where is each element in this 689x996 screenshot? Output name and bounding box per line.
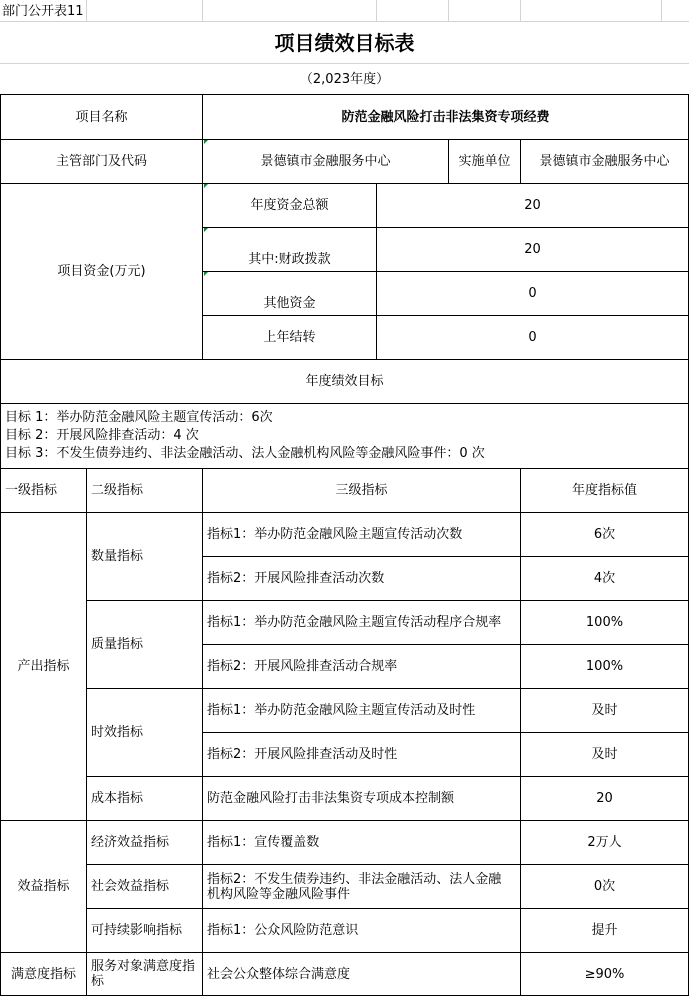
l2-quantity: 数量指标	[87, 512, 203, 600]
indicator-name: 指标1：举办防范金融风险主题宣传活动次数	[203, 512, 521, 556]
group-output: 产出指标	[0, 512, 87, 820]
year-label: （2,023年度）	[299, 71, 390, 87]
fund-other-label: 其他资金	[203, 271, 377, 315]
l2-service: 服务对象满意度指标	[87, 952, 203, 996]
impl-unit-label: 实施单位	[449, 139, 521, 183]
indicator-value: ≥90%	[521, 952, 689, 996]
header-level1: 一级指标	[0, 468, 87, 512]
group-satisfaction: 满意度指标	[0, 952, 87, 996]
group-benefit: 效益指标	[0, 820, 87, 952]
l2-timeliness: 时效指标	[87, 688, 203, 776]
indicator-name: 指标1：公众风险防范意识	[203, 908, 521, 952]
indicator-name: 社会公众整体综合满意度	[203, 952, 521, 996]
fund-carryover-value: 0	[377, 315, 689, 359]
project-name-value: 防范金融风险打击非法集资专项经费	[203, 94, 689, 139]
cell-marker	[204, 184, 208, 188]
indicator-name: 指标1：举办防范金融风险主题宣传活动程序合规率	[203, 600, 521, 644]
dept-label: 主管部门及代码	[0, 139, 203, 183]
dept-value: 景德镇市金融服务中心	[203, 139, 449, 183]
cell-marker	[204, 272, 208, 276]
fund-carryover-label: 上年结转	[203, 315, 377, 359]
indicator-name: 指标1：宣传覆盖数	[203, 820, 521, 864]
indicator-name: 指标1：举办防范金融风险主题宣传活动及时性	[203, 688, 521, 732]
indicator-value: 6次	[521, 512, 689, 556]
goals-list	[0, 403, 689, 468]
goal-item: 目标 2：开展风险排查活动：4 次	[5, 428, 199, 443]
project-name-label: 项目名称	[0, 94, 203, 139]
indicator-value: 4次	[521, 556, 689, 600]
indicator-name: 指标2：开展风险排查活动及时性	[203, 732, 521, 776]
fund-other-value: 0	[377, 271, 689, 315]
indicator-name: 指标2：开展风险排查活动合规率	[203, 644, 521, 688]
indicator-value: 0次	[521, 864, 689, 908]
impl-unit-value: 景德镇市金融服务中心	[521, 139, 689, 183]
l2-sustain: 可持续影响指标	[87, 908, 203, 952]
page-title: 项目绩效目标表	[274, 30, 415, 55]
funds-label: 项目资金(万元)	[0, 183, 203, 359]
indicator-value: 及时	[521, 688, 689, 732]
indicator-name: 指标2：不发生债券违约、非法金融活动、法人金融机构风险等金融风险事件	[203, 864, 521, 908]
indicator-value: 2万人	[521, 820, 689, 864]
cell-marker	[204, 140, 208, 144]
goal-item: 目标 1：举办防范金融风险主题宣传活动：6次	[5, 410, 273, 425]
indicator-name: 指标2：开展风险排查活动次数	[203, 556, 521, 600]
indicator-value: 20	[521, 776, 689, 820]
header-level2: 二级指标	[87, 468, 203, 512]
l2-economic: 经济效益指标	[87, 820, 203, 864]
fund-total-label: 年度资金总额	[203, 183, 377, 227]
goal-item: 目标 3：不发生债券违约、非法金融活动、法人金融机构风险等金融风险事件：0 次	[5, 446, 485, 461]
indicator-value: 及时	[521, 732, 689, 776]
fund-total-value: 20	[377, 183, 689, 227]
header-level3: 三级指标	[203, 468, 521, 512]
indicator-name: 防范金融风险打击非法集资专项成本控制额	[203, 776, 521, 820]
l2-quality: 质量指标	[87, 600, 203, 688]
indicator-value: 100%	[521, 600, 689, 644]
indicator-value: 100%	[521, 644, 689, 688]
fund-fiscal-label: 其中:财政拨款	[203, 227, 377, 271]
form-number: 部门公开表11	[2, 3, 84, 19]
goals-header: 年度绩效目标	[0, 359, 689, 403]
fund-fiscal-value: 20	[377, 227, 689, 271]
l2-social: 社会效益指标	[87, 864, 203, 908]
cell-marker	[204, 228, 208, 232]
indicator-value: 提升	[521, 908, 689, 952]
l2-cost: 成本指标	[87, 776, 203, 820]
header-value: 年度指标值	[521, 468, 689, 512]
